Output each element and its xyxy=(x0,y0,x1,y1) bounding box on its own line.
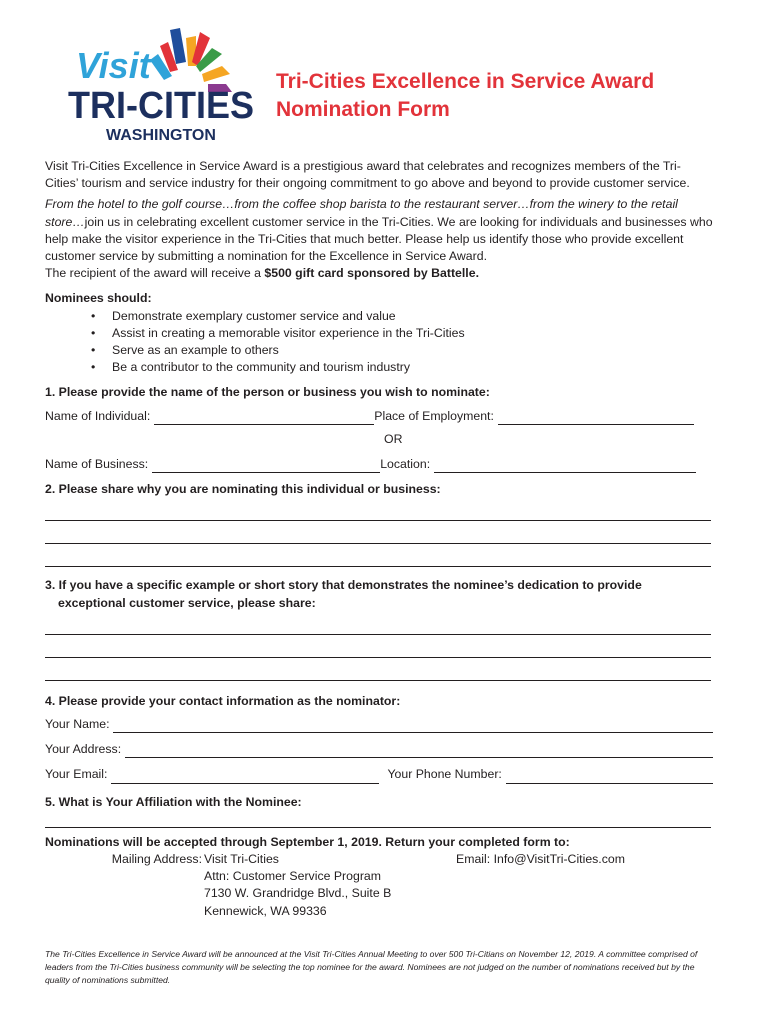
svg-text:WASHINGTON: WASHINGTON xyxy=(106,127,216,144)
page-title xyxy=(276,68,756,124)
your-name-label: Your Name: xyxy=(45,717,110,732)
question-2: 2. Please share why you are nominating this individual or business: xyxy=(45,482,441,497)
your-email-row xyxy=(45,766,713,783)
intro-paragraph: Visit Tri-Cities Excellence in Service Award is a prestigious award that celebrates and recognizes members of the Tri-Cities’ tourism and service industry for their ongoing commitment to go above and beyond to provide customer service. xyxy=(45,159,690,191)
form-body xyxy=(45,158,713,920)
place-employment-label: Place of Employment: xyxy=(374,408,494,423)
lead-paragraph xyxy=(45,196,713,265)
recipient-prefix: The recipient of the award will receive a xyxy=(45,266,265,281)
recipient-prize: $500 gift card sponsored by Battelle. xyxy=(264,266,479,281)
title-line-1: Tri-Cities Excellence in Service Award xyxy=(276,70,655,93)
list-item: • Demonstrate exemplary customer service and value xyxy=(45,308,713,325)
mailing-address xyxy=(204,851,456,920)
recipient-line xyxy=(45,265,713,282)
your-phone-field[interactable] xyxy=(506,771,713,784)
story-line-2[interactable] xyxy=(45,635,711,658)
question-3 xyxy=(45,577,713,611)
location-label: Location: xyxy=(380,457,431,472)
svg-text:Visit: Visit xyxy=(76,45,151,86)
bullet-icon: • xyxy=(91,360,96,375)
your-address-row xyxy=(45,741,713,758)
your-name-field[interactable] xyxy=(113,720,713,733)
address-line: Visit Tri-Cities xyxy=(204,852,279,867)
question-3-line-1: 3. If you have a specific example or short story that demonstrates the nominee’s dedication to provide xyxy=(45,578,642,593)
nominees-list xyxy=(45,308,713,377)
your-name-row xyxy=(45,716,713,733)
name-individual-field[interactable] xyxy=(154,412,374,425)
nominees-heading: Nominees should: xyxy=(45,291,152,306)
mailing-label: Mailing Address: xyxy=(111,852,202,867)
your-email-label: Your Email: xyxy=(45,767,108,782)
bullet-icon: • xyxy=(91,308,96,323)
question-5: 5. What is Your Affiliation with the Nominee: xyxy=(45,794,302,809)
location-field[interactable] xyxy=(434,460,696,473)
italic-lead: From the hotel to the golf course…from the coffee shop barista to the restaurant server…from the winery to the retail store… xyxy=(45,197,678,229)
logo-burst-icon xyxy=(150,28,232,92)
nominee-individual-row xyxy=(45,408,713,425)
footer-note: The Tri-Cities Excellence in Service Award will be announced at the Visit Tri-Cities Annual Meeting to over 500 Tri-Citians on November 12, 2019. A committee comprised of leaders from the Tri-Cities business community will be selecting the top nominee for the award. Nominees are not judged on the number of nominations received but by the quality of nominations submitted. xyxy=(45,949,698,985)
reason-line-1[interactable] xyxy=(45,498,711,521)
your-phone-label: Your Phone Number: xyxy=(387,767,502,782)
your-email-field[interactable] xyxy=(111,771,379,784)
reason-line-2[interactable] xyxy=(45,521,711,544)
question-3-line-2: exceptional customer service, please share: xyxy=(58,595,316,610)
story-line-1[interactable] xyxy=(45,612,711,635)
affiliation-line[interactable] xyxy=(45,811,711,828)
name-business-field[interactable] xyxy=(152,460,380,473)
your-address-label: Your Address: xyxy=(45,742,122,757)
logo-graphic xyxy=(62,26,262,146)
list-item: • Be a contributor to the community and tourism industry xyxy=(45,359,713,376)
svg-text:TRI-CITIES: TRI-CITIES xyxy=(68,85,254,127)
reason-line-3[interactable] xyxy=(45,544,711,567)
address-line: Attn: Customer Service Program xyxy=(204,869,381,884)
email-contact[interactable]: Email: Info@VisitTri-Cities.com xyxy=(456,852,625,867)
list-item: • Assist in creating a memorable visitor experience in the Tri-Cities xyxy=(45,325,713,342)
address-line: Kennewick, WA 99336 xyxy=(204,903,327,918)
bullet-icon: • xyxy=(91,325,96,340)
your-address-field[interactable] xyxy=(125,745,713,758)
deadline-text: Nominations will be accepted through September 1, 2019. Return your completed form to: xyxy=(45,834,570,849)
place-employment-field[interactable] xyxy=(498,412,694,425)
name-business-label: Name of Business: xyxy=(45,457,149,472)
question-1: 1. Please provide the name of the person or business you wish to nominate: xyxy=(45,385,490,400)
visit-tri-cities-logo xyxy=(62,26,262,146)
nominee-business-row xyxy=(45,456,713,473)
or-divider: OR xyxy=(384,431,403,446)
story-line-3[interactable] xyxy=(45,658,711,681)
mailing-block xyxy=(45,851,713,920)
question-4: 4. Please provide your contact information as the nominator: xyxy=(45,693,401,708)
name-individual-label: Name of Individual: xyxy=(45,408,151,423)
list-item: • Serve as an example to others xyxy=(45,342,713,359)
bullet-icon: • xyxy=(91,343,96,358)
lead-rest: join us in celebrating excellent customer service in the Tri-Cities. We are looking for individuals and businesses who help make the visitor experience in the Tri-Cities that much better. Please help us identify those who provide excellent customer service by submitting a nomination for the Excellence in Service Award. xyxy=(45,214,713,264)
address-line: 7130 W. Grandridge Blvd., Suite B xyxy=(204,886,392,901)
title-line-2: Nomination Form xyxy=(276,98,450,121)
